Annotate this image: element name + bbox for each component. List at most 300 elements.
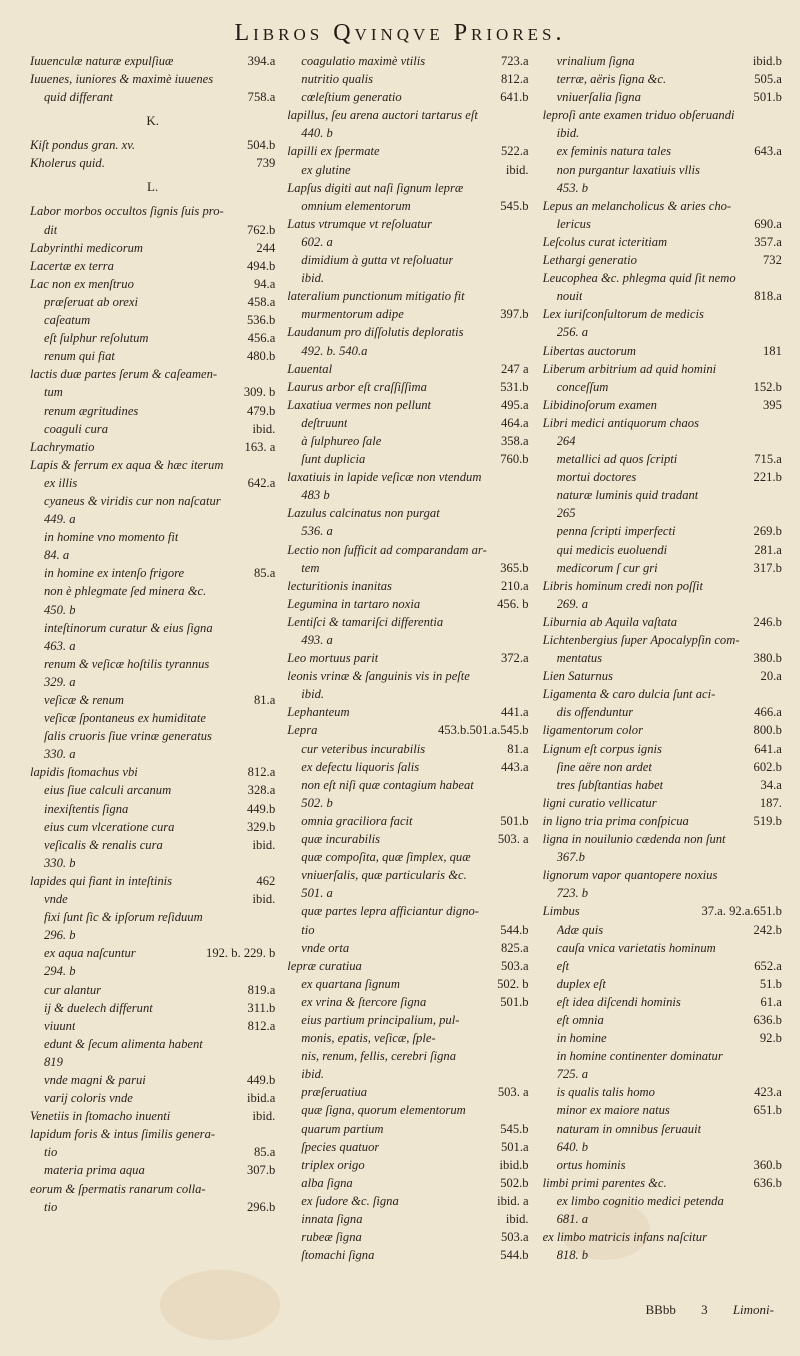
entry-reference: 242.b — [753, 922, 782, 937]
entry-term: leproſi ante examen triduo obſeruandi — [542, 108, 735, 123]
entry-term: eius ſiue calculi arcanum — [44, 783, 172, 798]
index-entry — [287, 993, 528, 1011]
entry-term: limbi primi parentes &c. — [542, 1175, 667, 1190]
entry-term: 502. b — [301, 795, 333, 810]
entry-term: Lephanteum — [287, 705, 350, 720]
index-entry — [30, 510, 275, 528]
entry-reference: 380.b — [753, 651, 782, 666]
index-entry — [543, 559, 782, 577]
entry-term: tio — [44, 1199, 58, 1214]
entry-term: renum ægritudines — [44, 403, 139, 418]
entry-term: 483 b — [301, 488, 330, 503]
entry-term: 296. b — [44, 928, 76, 943]
entry-term: tio — [44, 1145, 58, 1160]
index-entry — [543, 902, 782, 920]
entry-term: mortui doctores — [556, 470, 637, 485]
index-entry — [287, 1156, 528, 1174]
entry-term: 330. a — [44, 747, 76, 762]
index-entry — [30, 257, 275, 275]
index-entry — [287, 541, 528, 559]
entry-reference: 504.b — [246, 138, 276, 153]
entry-reference: 758.a — [247, 90, 276, 105]
entry-term: 440. b — [301, 126, 333, 141]
entry-term: duplex eſt — [556, 976, 606, 991]
index-entry — [287, 251, 528, 269]
index-entry — [287, 884, 528, 902]
entry-term: lapidis ſtomachus vbi — [30, 765, 138, 780]
index-entry — [287, 233, 528, 251]
index-entry — [543, 287, 782, 305]
entry-reference: 519.b — [753, 813, 782, 828]
entry-reference: 163. a — [244, 439, 276, 454]
index-entry — [30, 275, 275, 293]
entry-term: quid differant — [44, 90, 113, 105]
entry-term: 264 — [556, 433, 576, 448]
entry-term: Liberum arbitrium ad quid homini — [542, 361, 717, 376]
entry-reference: 652.a — [754, 958, 782, 973]
index-entry — [287, 323, 528, 341]
entry-term: 450. b — [44, 602, 76, 617]
entry-term: Lentiſci & tamariſci differentia — [287, 614, 444, 629]
entry-reference: 394.a — [247, 54, 276, 68]
index-entry — [30, 1180, 275, 1198]
index-entry — [30, 655, 275, 673]
entry-term: Kiſt pondus gran. xv. — [30, 138, 136, 153]
index-column-2 — [279, 52, 532, 1296]
index-entry — [287, 1083, 528, 1101]
entry-term: eſt ſulphur reſolutum — [44, 331, 149, 346]
entry-reference: 636.b — [753, 1012, 782, 1027]
entry-reference: 825.a — [500, 940, 529, 955]
index-entry — [543, 233, 782, 251]
entry-term: metallici ad quos ſcripti — [556, 452, 678, 467]
entry-reference: 479.b — [246, 403, 276, 418]
entry-term: inexiſtentis ſigna — [44, 801, 129, 816]
entry-term: ortus hominis — [556, 1157, 626, 1172]
entry-reference: 812.a — [500, 72, 529, 87]
index-entry — [30, 492, 275, 510]
entry-term: cauſa vnica varietatis hominum — [556, 940, 716, 955]
index-entry — [287, 504, 528, 522]
entry-term: 329. a — [44, 674, 76, 689]
entry-reference: 501.b — [753, 90, 782, 105]
index-entry — [287, 179, 528, 197]
index-entry — [543, 1083, 782, 1101]
entry-reference: 642.a — [247, 475, 276, 490]
entry-reference: 221.b — [753, 470, 782, 485]
entry-reference: 545.b — [500, 1121, 529, 1136]
entry-term: ibid. — [556, 126, 580, 141]
index-entry — [30, 420, 275, 438]
entry-term: Lepra — [287, 723, 318, 738]
index-entry — [287, 287, 528, 305]
entry-term: inteſtinorum curatur & eius ſigna — [44, 620, 213, 635]
entry-term: Latus vtrumque vt reſoluatur — [287, 216, 433, 231]
entry-term: vnde magni & parui — [44, 1072, 146, 1087]
entry-term: cur alantur — [44, 982, 102, 997]
index-entry — [30, 1089, 275, 1107]
entry-term: non eſt niſi quæ contagium habeat — [301, 777, 474, 792]
entry-term: deſtruunt — [301, 415, 348, 430]
index-entry — [287, 577, 528, 595]
index-entry — [543, 305, 782, 323]
index-entry — [543, 776, 782, 794]
entry-term: lapidum foris & intus ſimilis genera- — [30, 1127, 216, 1142]
index-entry — [30, 582, 275, 600]
entry-term: ſtomachi ſigna — [301, 1248, 375, 1263]
entry-reference: 449.b — [246, 1072, 276, 1087]
entry-reference: 309. b — [243, 385, 276, 400]
entry-reference: 152.b — [753, 379, 782, 394]
entry-reference: 462 — [256, 873, 276, 888]
entry-term: lapilli ex ſpermate — [287, 144, 380, 159]
entry-term: Laurus arbor eſt craſſiſſima — [287, 379, 427, 394]
entry-term: Lethargi generatio — [542, 253, 637, 268]
entry-reference: 503. a — [497, 1085, 529, 1100]
entry-term: 265 — [556, 506, 576, 521]
entry-term: 723. b — [556, 886, 589, 901]
entry-term: ligna in nouilunio cædenda non ſunt — [542, 832, 726, 847]
entry-reference: 210.a — [500, 578, 529, 593]
entry-term: nis, renum, fellis, cerebri ſigna — [301, 1049, 457, 1064]
index-entry — [543, 794, 782, 812]
entry-term: caſeatum — [44, 313, 91, 328]
index-column-3 — [533, 52, 786, 1296]
index-entry — [287, 776, 528, 794]
entry-term: ex glutine — [301, 162, 351, 177]
index-entry — [30, 546, 275, 564]
index-entry — [543, 1174, 782, 1192]
index-entry — [543, 70, 782, 88]
index-entry — [287, 106, 528, 124]
index-entry — [287, 1011, 528, 1029]
index-entry — [30, 745, 275, 763]
entry-reference: 51.b — [759, 976, 782, 991]
entry-term: triplex origo — [301, 1157, 365, 1172]
entry-reference: 395 — [763, 397, 782, 412]
index-entry — [543, 360, 782, 378]
entry-term: Libris hominum credi non poſſit — [542, 578, 704, 593]
section-letter: K. — [146, 113, 159, 129]
index-entry — [287, 613, 528, 631]
entry-reference: 480.b — [246, 349, 276, 364]
entry-reference: 495.a — [500, 397, 529, 412]
entry-reference: 443.a — [500, 759, 529, 774]
entry-term: non è phlegmate ſed minera &c. — [44, 584, 207, 599]
entry-term: edunt & ſecum alimenta habent — [44, 1036, 203, 1051]
entry-reference: 522.a — [500, 144, 529, 159]
entry-reference: 819.a — [247, 982, 276, 997]
entry-term: ſpecies quatuor — [301, 1139, 380, 1154]
entry-term: 602. a — [301, 234, 333, 249]
entry-term: 493. a — [301, 633, 333, 647]
entry-term: in homine continenter dominatur — [556, 1049, 723, 1064]
index-entry — [287, 740, 528, 758]
index-entry — [543, 161, 782, 179]
index-entry — [543, 396, 782, 414]
entry-term: ex limbo cognitio medici petenda — [556, 1193, 724, 1208]
index-entry — [30, 1198, 275, 1216]
entry-term: quæ partes lepra afficiantur digno- — [301, 904, 480, 919]
entry-term: Lacertæ ex terra — [30, 258, 114, 273]
entry-term: ligamentorum color — [542, 723, 643, 738]
index-entry — [30, 944, 275, 962]
index-entry — [543, 812, 782, 830]
entry-term: in homine — [556, 1031, 607, 1046]
entry-term: Libertas auctorum — [542, 343, 637, 358]
entry-reference: 456.a — [247, 331, 276, 346]
index-entry — [30, 365, 275, 383]
index-entry — [543, 1210, 782, 1228]
index-entry — [543, 106, 782, 124]
index-entry — [30, 202, 275, 220]
index-entry — [30, 872, 275, 890]
entry-term: 463. a — [44, 638, 76, 653]
entry-term: 819 — [44, 1054, 63, 1069]
index-entry — [543, 613, 782, 631]
index-entry — [30, 52, 275, 70]
index-entry — [287, 866, 528, 884]
entry-term: omnia graciliora facit — [301, 813, 413, 828]
index-entry — [543, 179, 782, 197]
entry-term: Adæ quis — [556, 922, 604, 937]
entry-term: quæ incurabilis — [301, 832, 381, 847]
entry-reference: 441.a — [500, 705, 529, 720]
index-entry — [30, 70, 275, 88]
entry-reference: 360.b — [753, 1157, 782, 1172]
index-entry — [543, 1192, 782, 1210]
index-entry — [287, 939, 528, 957]
index-entry — [543, 957, 782, 975]
entry-term: fixi ſunt ſic & ipſorum reſiduum — [44, 910, 203, 925]
entry-reference: 812.a — [247, 1018, 276, 1033]
entry-term: Libidinoſorum examen — [542, 397, 657, 412]
entry-term: vniuerſalis, quæ particularis &c. — [301, 868, 467, 883]
index-entry — [30, 311, 275, 329]
index-entry — [543, 921, 782, 939]
entry-reference: 466.a — [754, 705, 782, 720]
index-entry — [543, 975, 782, 993]
index-entry — [543, 1011, 782, 1029]
entry-reference: 453.b.501.a.545.b — [437, 723, 529, 738]
index-entry — [30, 293, 275, 311]
index-entry — [543, 251, 782, 269]
entry-term: 453. b — [556, 180, 589, 195]
entry-reference: 818.a — [754, 289, 782, 304]
entry-reference: ibid. — [505, 1212, 529, 1226]
entry-term: eius partium principalium, pul- — [301, 1012, 460, 1027]
entry-term: vrinalium ſigna — [556, 54, 635, 68]
entry-reference: ibid.b — [752, 54, 782, 68]
entry-term: Iuuenes, iuniores & maximè iuuenes — [30, 72, 214, 87]
index-entry — [30, 528, 275, 546]
entry-term: 256. a — [556, 325, 589, 340]
index-entry — [543, 1029, 782, 1047]
entry-reference: 20.a — [760, 669, 782, 684]
index-entry — [543, 504, 782, 522]
entry-term: murmentorum adipe — [301, 307, 404, 322]
entry-term: materia prima aqua — [44, 1163, 145, 1178]
index-entry — [287, 378, 528, 396]
index-entry — [287, 52, 528, 70]
index-entry — [543, 1065, 782, 1083]
entry-term: monis, epatis, veſicæ, ſple- — [301, 1031, 436, 1046]
index-entry — [287, 414, 528, 432]
entry-term: penna ſcripti imperfecti — [556, 524, 676, 539]
entry-reference: 365.b — [500, 560, 529, 575]
entry-term: tio — [301, 922, 315, 937]
index-entry — [543, 703, 782, 721]
index-entry — [30, 962, 275, 980]
index-entry — [543, 595, 782, 613]
entry-reference: 358.a — [500, 433, 529, 448]
index-entry — [287, 957, 528, 975]
entry-term: 501. a — [301, 886, 333, 901]
entry-reference: 37.a. 92.a.651.b — [701, 904, 782, 919]
index-entry — [287, 215, 528, 233]
entry-reference: 246.b — [753, 614, 782, 629]
entry-term: renum qui fiat — [44, 349, 115, 364]
entry-reference: 269.b — [753, 524, 782, 539]
index-entry — [543, 378, 782, 396]
entry-reference: 81.a — [253, 693, 276, 707]
entry-term: 330. b — [44, 855, 76, 870]
entry-term: conceſſum — [556, 379, 609, 394]
entry-term: vnde orta — [301, 940, 350, 955]
index-entry — [287, 812, 528, 830]
entry-term: is qualis talis homo — [556, 1085, 655, 1100]
index-entry — [287, 124, 528, 142]
entry-term: non purgantur laxatiuis vllis — [556, 162, 700, 177]
index-entry — [287, 595, 528, 613]
index-entry — [543, 631, 782, 649]
index-entry — [287, 70, 528, 88]
index-entry — [287, 269, 528, 287]
entry-term: ſalis cruoris ſiue vrinæ generatus — [44, 729, 212, 744]
index-entry — [543, 939, 782, 957]
entry-term: Lex iuriſconſultorum de medicis — [542, 307, 704, 322]
entry-term: Libri medici antiquorum chaos — [542, 415, 699, 430]
index-entry — [30, 1161, 275, 1179]
entry-term: Ligamenta & caro dulcia ſunt aci- — [542, 687, 716, 702]
entry-reference: 317.b — [753, 560, 782, 575]
index-entry — [287, 794, 528, 812]
entry-reference: 85.a — [253, 1145, 276, 1160]
entry-term: ſine aëre non ardet — [556, 759, 652, 774]
index-entry — [30, 619, 275, 637]
index-entry — [543, 88, 782, 106]
entry-reference: ibid. a — [497, 1193, 529, 1208]
entry-term: Iuuenculæ naturæ expulſiuæ — [30, 54, 174, 68]
entry-term: Leo mortuus parit — [287, 651, 379, 666]
entry-reference: 602.b — [753, 759, 782, 774]
entry-term: Lachrymatio — [30, 439, 95, 454]
index-entry — [543, 486, 782, 504]
index-entry — [543, 1228, 782, 1246]
entry-term: lapides qui fiant in inteſtinis — [30, 873, 173, 888]
entry-reference: ibid. — [252, 421, 276, 436]
index-entry — [30, 709, 275, 727]
entry-term: dimidium à gutta vt reſoluatur — [301, 253, 454, 268]
entry-term: coagulatio maximè vtilis — [301, 54, 426, 68]
index-entry — [543, 432, 782, 450]
entry-term: Lignum eſt corpus ignis — [542, 741, 662, 756]
index-columns — [26, 52, 786, 1296]
entry-term: Liburnia ab Aquila vaſtata — [542, 614, 678, 629]
entry-term: eſt idea diſcendi hominis — [556, 994, 681, 1009]
entry-reference: 762.b — [246, 222, 276, 237]
index-entry — [543, 450, 782, 468]
index-entry — [287, 342, 528, 360]
entry-term: lecturitionis inanitas — [287, 578, 392, 593]
entry-term: 818. b — [556, 1248, 589, 1263]
index-entry — [30, 1125, 275, 1143]
entry-term: tres ſubſtantias habet — [556, 777, 664, 792]
entry-term: vnde — [44, 892, 68, 907]
index-entry — [30, 637, 275, 655]
entry-term: cur veteribus incurabilis — [301, 741, 426, 756]
index-entry — [30, 154, 275, 172]
entry-term: ibid. — [301, 687, 325, 702]
entry-term: Legumina in tartaro noxia — [287, 596, 421, 611]
index-entry — [287, 468, 528, 486]
entry-term: 681. a — [556, 1212, 589, 1226]
entry-reference: 501.b — [500, 813, 529, 828]
entry-term: alba ſigna — [301, 1175, 353, 1190]
entry-reference: 296.b — [246, 1199, 276, 1214]
entry-reference: 247 a — [500, 361, 529, 376]
index-entry — [287, 1174, 528, 1192]
index-entry — [287, 522, 528, 540]
index-entry — [30, 136, 275, 154]
index-entry — [30, 474, 275, 492]
entry-term: Limbus — [542, 904, 580, 919]
page-footer — [623, 1302, 774, 1318]
index-entry — [30, 438, 275, 456]
entry-term: Lapſus digiti aut naſi ſignum lepræ — [287, 180, 464, 195]
index-entry — [543, 866, 782, 884]
entry-term: Lepus an melancholicus & aries cho- — [542, 198, 732, 213]
index-entry — [30, 854, 275, 872]
index-entry — [30, 1107, 275, 1125]
entry-term: Lac non ex menſtruo — [30, 276, 134, 291]
entry-term: ex ſudore &c. ſigna — [301, 1193, 399, 1208]
entry-term: Laudanum pro diſſolutis deploratis — [287, 325, 464, 340]
entry-reference: 503.a — [500, 958, 529, 973]
entry-reference: 34.a — [760, 777, 782, 792]
entry-term: 449. a — [44, 512, 76, 527]
entry-reference: 812.a — [247, 765, 276, 780]
entry-reference: ibid. — [252, 1109, 276, 1124]
entry-term: lateralium punctionum mitigatio fit — [287, 289, 465, 304]
index-entry — [543, 884, 782, 902]
entry-reference: 544.b — [500, 1248, 529, 1263]
entry-term: Lectio non ſufficit ad comparandam ar- — [287, 542, 487, 557]
entry-reference: 651.b — [753, 1103, 782, 1118]
index-entry — [543, 758, 782, 776]
entry-reference: 244 — [256, 240, 276, 255]
index-entry — [287, 1065, 528, 1083]
index-entry — [30, 1035, 275, 1053]
entry-term: præſeruatiua — [301, 1085, 368, 1100]
entry-term: præſeruat ab orexi — [44, 294, 138, 309]
entry-term: omnium elementorum — [301, 198, 411, 213]
entry-term: eius cum vlceratione cura — [44, 819, 175, 834]
entry-term: in homine vno momento fit — [44, 530, 179, 545]
entry-term: Lauental — [287, 361, 333, 376]
entry-term: veſicæ & renum — [44, 693, 124, 707]
entry-reference: 536.b — [246, 313, 276, 328]
